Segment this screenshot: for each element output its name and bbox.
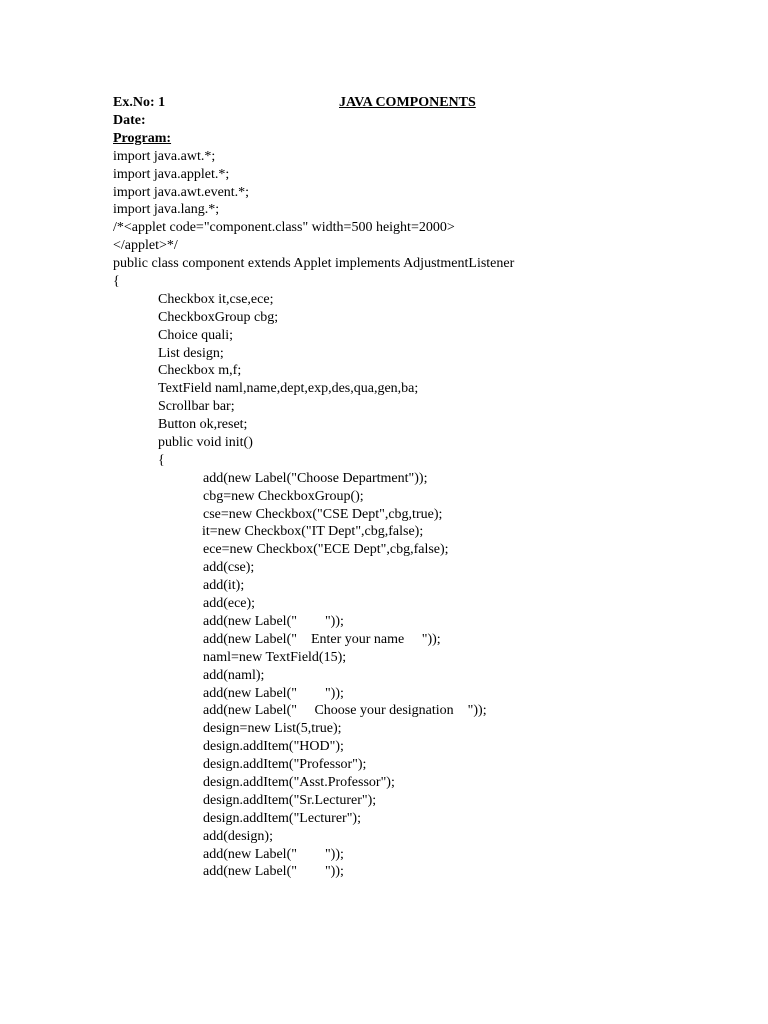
- code-line: design.addItem("Asst.Professor");: [203, 774, 395, 790]
- code-line: import java.awt.event.*;: [113, 184, 250, 200]
- code-line: {: [113, 274, 120, 290]
- code-line: Scrollbar bar;: [158, 399, 235, 415]
- code-line: Button ok,reset;: [158, 417, 248, 433]
- code-line: /*<applet code="component.class" width=500 height=2000>: [113, 220, 455, 236]
- code-line: import java.applet.*;: [113, 166, 230, 182]
- code-line: add(new Label(" "));: [203, 685, 344, 701]
- code-line: add(cse);: [203, 560, 255, 576]
- exercise-number: Ex.No: 1: [113, 95, 166, 110]
- code-line: add(ece);: [203, 596, 256, 612]
- code-line: design.addItem("Lecturer");: [203, 810, 361, 826]
- code-line: cbg=new CheckboxGroup();: [203, 488, 364, 504]
- code-line: add(new Label(" "));: [203, 864, 344, 880]
- code-line: add(new Label(" "));: [203, 846, 344, 862]
- code-line: public void init(): [158, 435, 253, 451]
- code-line: add(new Label(" Enter your name "));: [203, 631, 441, 647]
- code-line: public class component extends Applet implements AdjustmentListener: [113, 256, 515, 272]
- code-line: it=new Checkbox("IT Dept",cbg,false);: [202, 524, 424, 540]
- document-title: JAVA COMPONENTS: [339, 95, 476, 110]
- date-label: Date:: [113, 113, 146, 128]
- code-line: List design;: [158, 345, 224, 361]
- code-line: add(it);: [203, 578, 245, 594]
- code-line: design.addItem("Sr.Lecturer");: [203, 792, 377, 808]
- code-line: {: [158, 452, 165, 468]
- code-line: CheckboxGroup cbg;: [158, 309, 279, 325]
- program-label: Program:: [113, 130, 172, 146]
- code-line: import java.lang.*;: [113, 202, 220, 218]
- document-header: [113, 94, 713, 112]
- program-listing: [113, 112, 733, 881]
- code-line: import java.awt.*;: [113, 148, 216, 164]
- code-line: design=new List(5,true);: [203, 721, 342, 737]
- code-line: Choice quali;: [158, 327, 234, 343]
- code-line: </applet>*/: [113, 238, 178, 254]
- code-line: TextField naml,name,dept,exp,des,qua,gen,ba;: [158, 381, 419, 397]
- code-line: ece=new Checkbox("ECE Dept",cbg,false);: [203, 542, 449, 558]
- code-line: naml=new TextField(15);: [203, 649, 347, 665]
- code-line: cse=new Checkbox("CSE Dept",cbg,true);: [203, 506, 443, 522]
- code-line: add(new Label(" "));: [203, 613, 344, 629]
- code-line: add(new Label(" Choose your designation "));: [203, 703, 487, 719]
- code-line: design.addItem("Professor");: [203, 757, 367, 773]
- code-line: add(new Label("Choose Department"));: [203, 470, 428, 486]
- code-line: add(design);: [203, 828, 273, 844]
- code-line: design.addItem("HOD");: [203, 739, 344, 755]
- code-line: Checkbox it,cse,ece;: [158, 291, 274, 307]
- code-line: Checkbox m,f;: [158, 363, 242, 379]
- code-line: add(naml);: [203, 667, 265, 683]
